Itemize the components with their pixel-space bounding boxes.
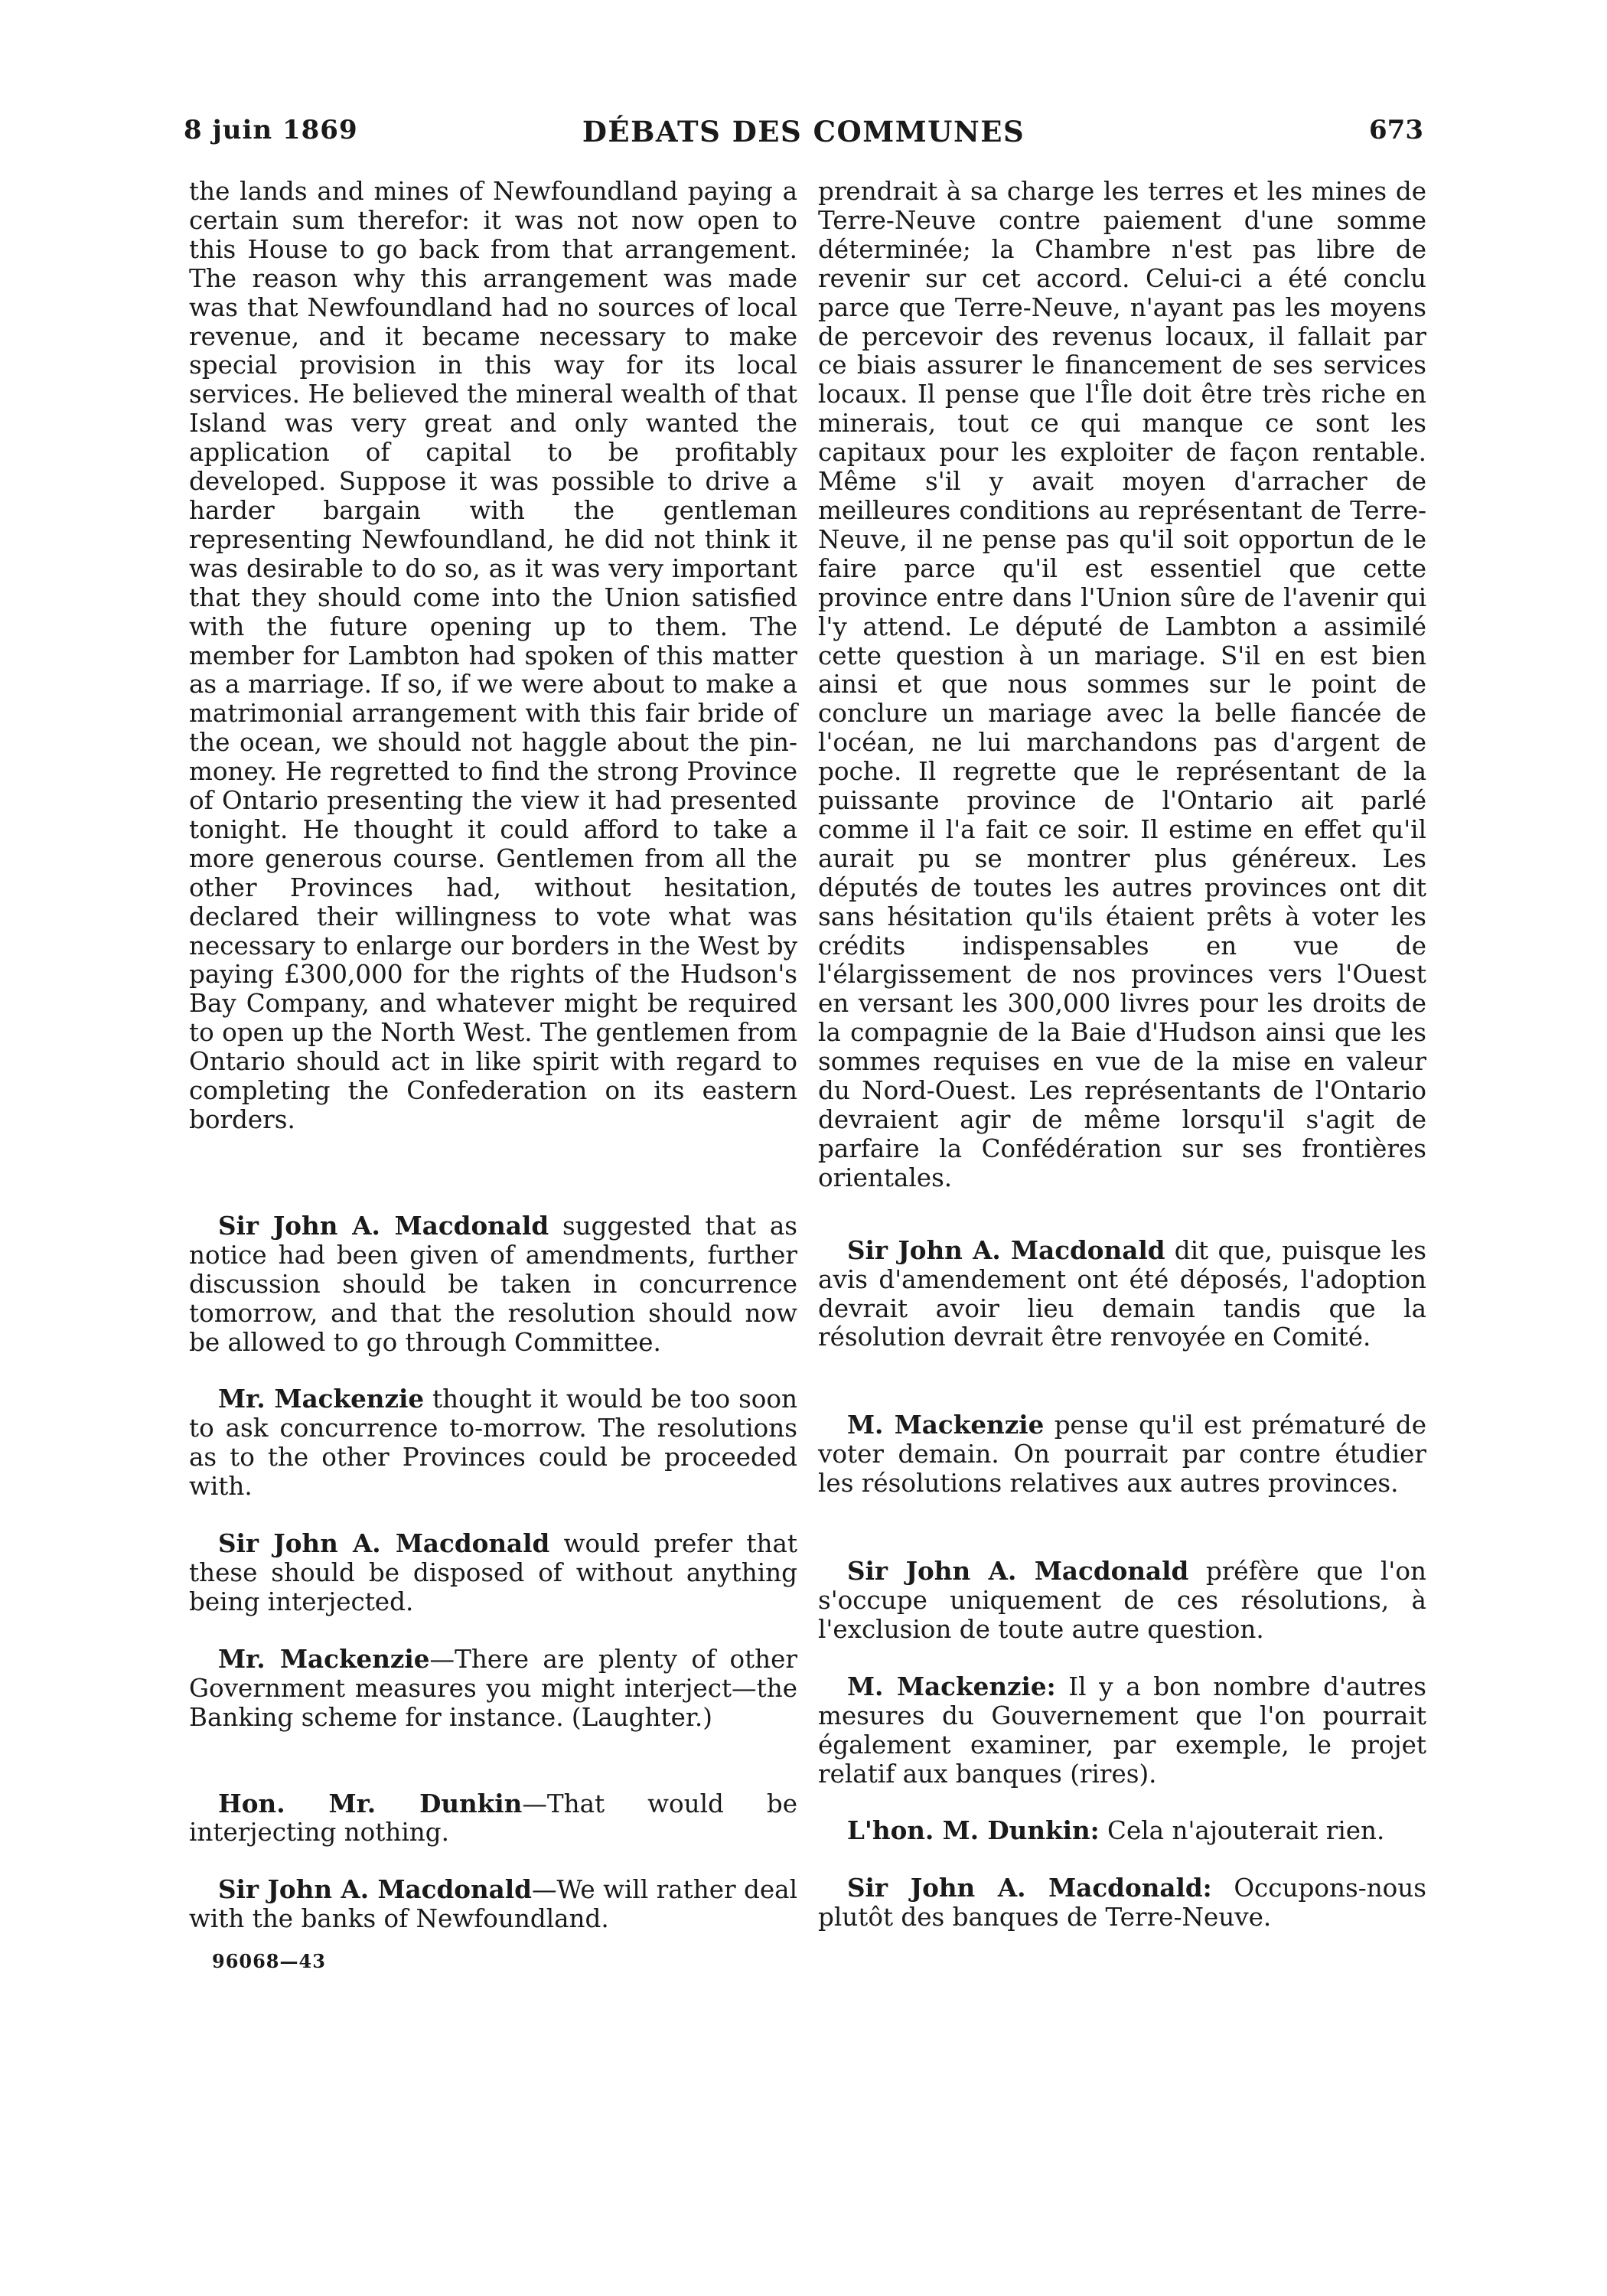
english-column [189,178,797,1934]
speech-paragraph [818,1236,1426,1353]
speech-text: —That would be interjecting nothing. [189,1789,797,1848]
speaker-name: Sir John A. Macdonald [218,1874,532,1905]
speech-paragraph [189,1529,797,1617]
speaker-name: Sir John A. Macdonald [847,1556,1189,1587]
french-column [818,178,1426,1932]
page-header [0,115,1607,161]
paragraph-continuation [189,178,797,1135]
speech-text: préfère que l'on s'occupe uniquement de ces résolutions, à l'exclusion de toute autre question. [818,1557,1426,1644]
speech-text: —There are plenty of other Government measures you might interject—the Banking scheme for instance. (Laughter.) [189,1644,797,1732]
speaker-name: Mr. Mackenzie [218,1643,430,1674]
speech-paragraph [189,1789,797,1848]
speech-paragraph [818,1874,1426,1932]
print-code: 96068—43 [212,1950,326,1972]
speaker-name: Sir John A. Macdonald [218,1210,549,1241]
paragraph-continuation [818,178,1426,1193]
speech-paragraph [189,1384,797,1502]
speech-text: pense qu'il est prématuré de voter demain. On pourrait par contre étudier les résolutions relatives aux autres provinces. [818,1411,1426,1499]
speech-text: thought it would be too soon to ask concurrence to-morrow. The resolutions as to the other Provinces could be proceeded with. [189,1384,797,1502]
header-title: DÉBATS DES COMMUNES [582,115,1025,148]
speaker-name: Sir John A. Macdonald [847,1234,1165,1265]
speech-paragraph [818,1411,1426,1499]
speech-text: dit que, puisque les avis d'amendement ont été déposés, l'adoption devrait avoir lieu demain tandis que la résolution devrait être renvoyée en Comité. [818,1235,1426,1352]
speech-paragraph [189,1645,797,1733]
page-number: 673 [1369,115,1423,145]
speaker-name: M. Mackenzie: [847,1671,1056,1701]
speech-text: —We will rather deal with the banks of Newfoundland. [189,1875,797,1934]
speech-paragraph [189,1212,797,1358]
speaker-name: Sir John A. Macdonald: [847,1873,1212,1903]
speaker-name: L'hon. M. Dunkin: [847,1815,1100,1846]
speech-text: Cela n'ajouterait rien. [1099,1816,1385,1846]
speech-text: would prefer that these should be disposed of without anything being interjected. [189,1529,797,1616]
speaker-name: Sir John A. Macdonald [218,1528,550,1559]
speaker-name: Mr. Mackenzie [218,1384,425,1414]
speaker-name: Hon. Mr. Dunkin [218,1788,523,1818]
paragraph-text: the lands and mines of Newfoundland paying a certain sum therefor: it was not now open to this House to go back from that arrangement. The reason why this arrangement was made was that Newfoundland had no sources of local revenue, and it became necessary to make special provision in this way for its local services. He believed the mineral wealth of that Island was very great and only wanted the application of capital to be profitably developed. Suppose it was possible to drive a harder bargain with the gentleman representing Newfoundland, he did not think it was desirable to do so, as it was very important that they should come into the Union satisfied with the future opening up to them. The member for Lambton had spoken of this matter as a marriage. If so, if we were about to make a matrimonial arrangement with this fair bride of the ocean, we should not haggle about the pin-money. He regretted to find the strong Province of Ontario presenting the view it had presented tonight. He thought it could afford to take a more generous course. Gentlemen from all the other Provinces had, without hesitation, declared their willingness to vote what was necessary to enlarge our borders in the West by paying £300,000 for the rights of the Hudson's Bay Company, and whatever might be required to open up the North West. The gentlemen from Ontario should act in like spirit with regard to completing the Confederation on its eastern borders. [189,177,797,1134]
header-date: 8 juin 1869 [184,115,358,145]
paragraph-text: prendrait à sa charge les terres et les mines de Terre-Neuve contre paiement d'une somme déterminée; la Chambre n'est pas libre de revenir sur cet accord. Celui-ci a été conclu parce que Terre-Neuve, n'ayant pas les moyens de percevoir des revenus locaux, il fallait par ce biais assurer le financement de ses services locaux. Il pense que l'Île doit être très riche en minerais, tout ce qui manque ce sont les capitaux pour les exploiter de façon rentable. Même s'il y avait moyen d'arracher de meilleures conditions au représentant de Terre-Neuve, il ne pense pas qu'il soit opportun de le faire parce qu'il est essentiel que cette province entre dans l'Union sûre de l'avenir qui l'y attend. Le député de Lambton a assimilé cette question à un mariage. S'il en est bien ainsi et que nous sommes sur le point de conclure un mariage avec la belle fiancée de l'océan, ne lui marchandons pas d'argent de poche. Il regrette que le représentant de la puissante province de l'Ontario ait parlé comme il l'a fait ce soir. Il estime en effet qu'il aurait pu se montrer plus généreux. Les députés de toutes les autres provinces ont dit sans hésitation qu'ils étaient prêts à voter les crédits indispensables en vue de l'élargissement de nos provinces vers l'Ouest en versant les 300,000 livres pour les droits de la compagnie de la Baie d'Hudson ainsi que les sommes requises en vue de la mise en valeur du Nord-Ouest. Les représentants de l'Ontario devraient agir de même lorsqu'il s'agit de parfaire la Confédération sur ses frontières orientales. [818,177,1426,1192]
speech-paragraph [818,1816,1426,1846]
speech-paragraph [818,1557,1426,1645]
speech-text: suggested that as notice had been given of amendments, further discussion should be taken in concurrence tomorrow, and that the resolution should now be allowed to go through Committee. [189,1211,797,1357]
speaker-name: M. Mackenzie [847,1410,1045,1440]
speech-text: Occupons-nous plutôt des banques de Terre-Neuve. [818,1874,1426,1932]
speech-paragraph [189,1875,797,1934]
speech-paragraph [818,1672,1426,1789]
speech-text: Il y a bon nombre d'autres mesures du Gouvernement que l'on pourrait également examiner, par exemple, le projet relatif aux banques (rires). [818,1671,1426,1789]
